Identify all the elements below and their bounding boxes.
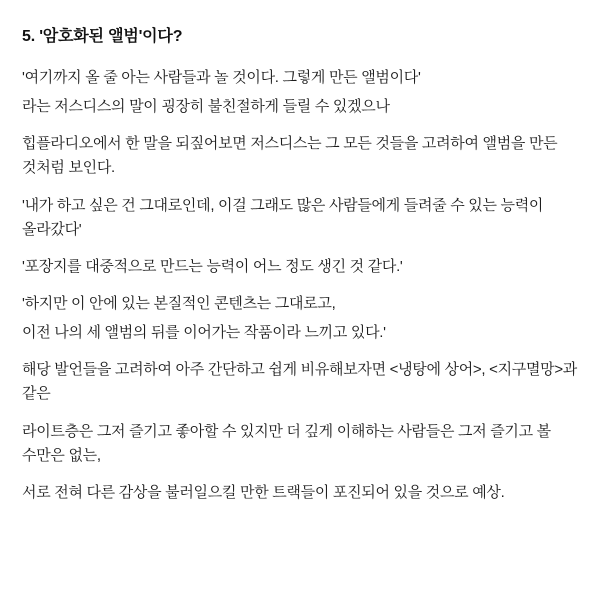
- paragraph: 이전 나의 세 앨범의 뒤를 이어가는 작품이라 느끼고 있다.': [22, 323, 386, 341]
- paragraph: 라는 저스디스의 말이 굉장히 불친절하게 들릴 수 있겠으나: [22, 97, 390, 115]
- paragraph: '포장지를 대중적으로 만드는 능력이 어느 정도 생긴 것 같다.': [22, 258, 403, 276]
- paragraph: 서로 전혀 다른 감상을 불러일으킬 만한 트랙들이 포진되어 있을 것으로 예상.: [22, 484, 505, 502]
- paragraph: '하지만 이 안에 있는 본질적인 콘텐츠는 그대로고,: [22, 295, 336, 313]
- paragraph: '내가 하고 싶은 건 그대로인데, 이걸 그래도 많은 사람들에게 들려줄 수 있는 능력이 올라갔다': [22, 196, 544, 238]
- page-title: 5. '암호화된 앨범'이다?: [22, 28, 183, 45]
- paragraph: '여기까지 올 줄 아는 사람들과 놀 것이다. 그렇게 만든 앨범이다': [22, 69, 421, 87]
- paragraph: 해당 발언들을 고려하여 아주 간단하고 쉽게 비유해보자면 <냉탕에 상어>, <지구멸망>과 같은: [22, 361, 577, 403]
- paragraph: 라이트층은 그저 즐기고 좋아할 수 있지만 더 깊게 이해하는 사람들은 그저 즐기고 볼 수만은 없는,: [22, 422, 551, 464]
- paragraph: 힙플라디오에서 한 말을 되짚어보면 저스디스는 그 모든 것들을 고려하여 앨범을 만든 것처럼 보인다.: [22, 134, 558, 177]
- document-body: [22, 66, 578, 505]
